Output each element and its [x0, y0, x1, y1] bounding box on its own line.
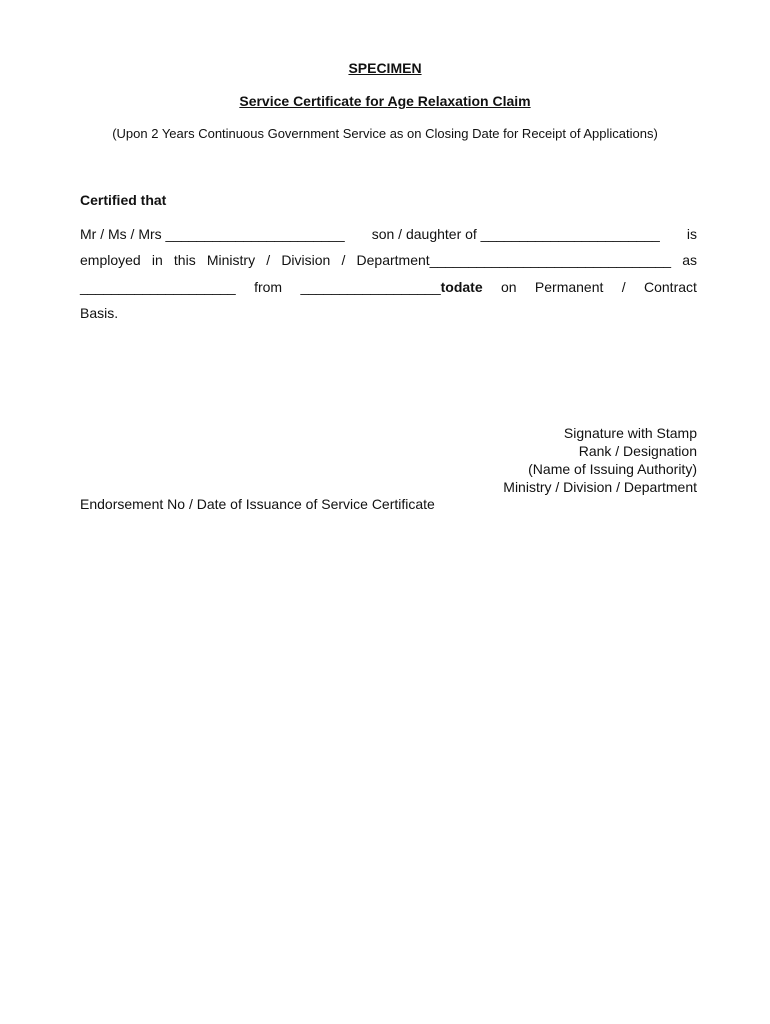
word: / — [341, 252, 346, 268]
word: this — [173, 252, 196, 268]
signature-line: Ministry / Division / Department — [503, 479, 697, 495]
signature-line: Signature with Stamp — [563, 425, 697, 441]
body-line-1 — [80, 226, 697, 242]
date-from-field — [300, 279, 482, 295]
specimen-heading: SPECIMEN — [348, 60, 422, 76]
endorsement-line: Endorsement No / Date of Issuance of Service Certificate — [80, 496, 435, 512]
body-line-2 — [80, 252, 697, 268]
date-blank: __________________ — [300, 279, 441, 295]
certificate-subtitle: (Upon 2 Years Continuous Government Service as on Closing Date for Receipt of Applications) — [112, 126, 658, 141]
word: as — [682, 252, 697, 268]
designation-field-text: ____________________ — [80, 279, 236, 295]
certificate-title: Service Certificate for Age Relaxation Claim — [239, 93, 531, 109]
parent-field-text: son / daughter of _______________________ — [371, 226, 660, 242]
word: on — [500, 279, 517, 295]
word: Division — [281, 252, 331, 268]
word: / — [266, 252, 271, 268]
signature-line: Rank / Designation — [578, 443, 697, 459]
signature-block — [503, 424, 697, 496]
word: in — [151, 252, 163, 268]
word: / — [621, 279, 626, 295]
word: Permanent — [534, 279, 604, 295]
body-line-1-end: is — [686, 226, 697, 242]
word: Contract — [644, 279, 697, 295]
body-line-3 — [80, 279, 697, 295]
name-field-text: Mr / Ms / Mrs _______________________ — [80, 226, 345, 242]
todate-label: todate — [440, 279, 483, 295]
word: from — [254, 279, 283, 295]
word: Ministry — [206, 252, 256, 268]
signature-line: (Name of Issuing Authority) — [528, 461, 697, 477]
word: employed — [80, 252, 141, 268]
body-line-4: Basis. — [80, 305, 119, 321]
certified-that-label: Certified that — [80, 192, 167, 208]
department-field-text: Department_______________________________ — [356, 252, 672, 268]
